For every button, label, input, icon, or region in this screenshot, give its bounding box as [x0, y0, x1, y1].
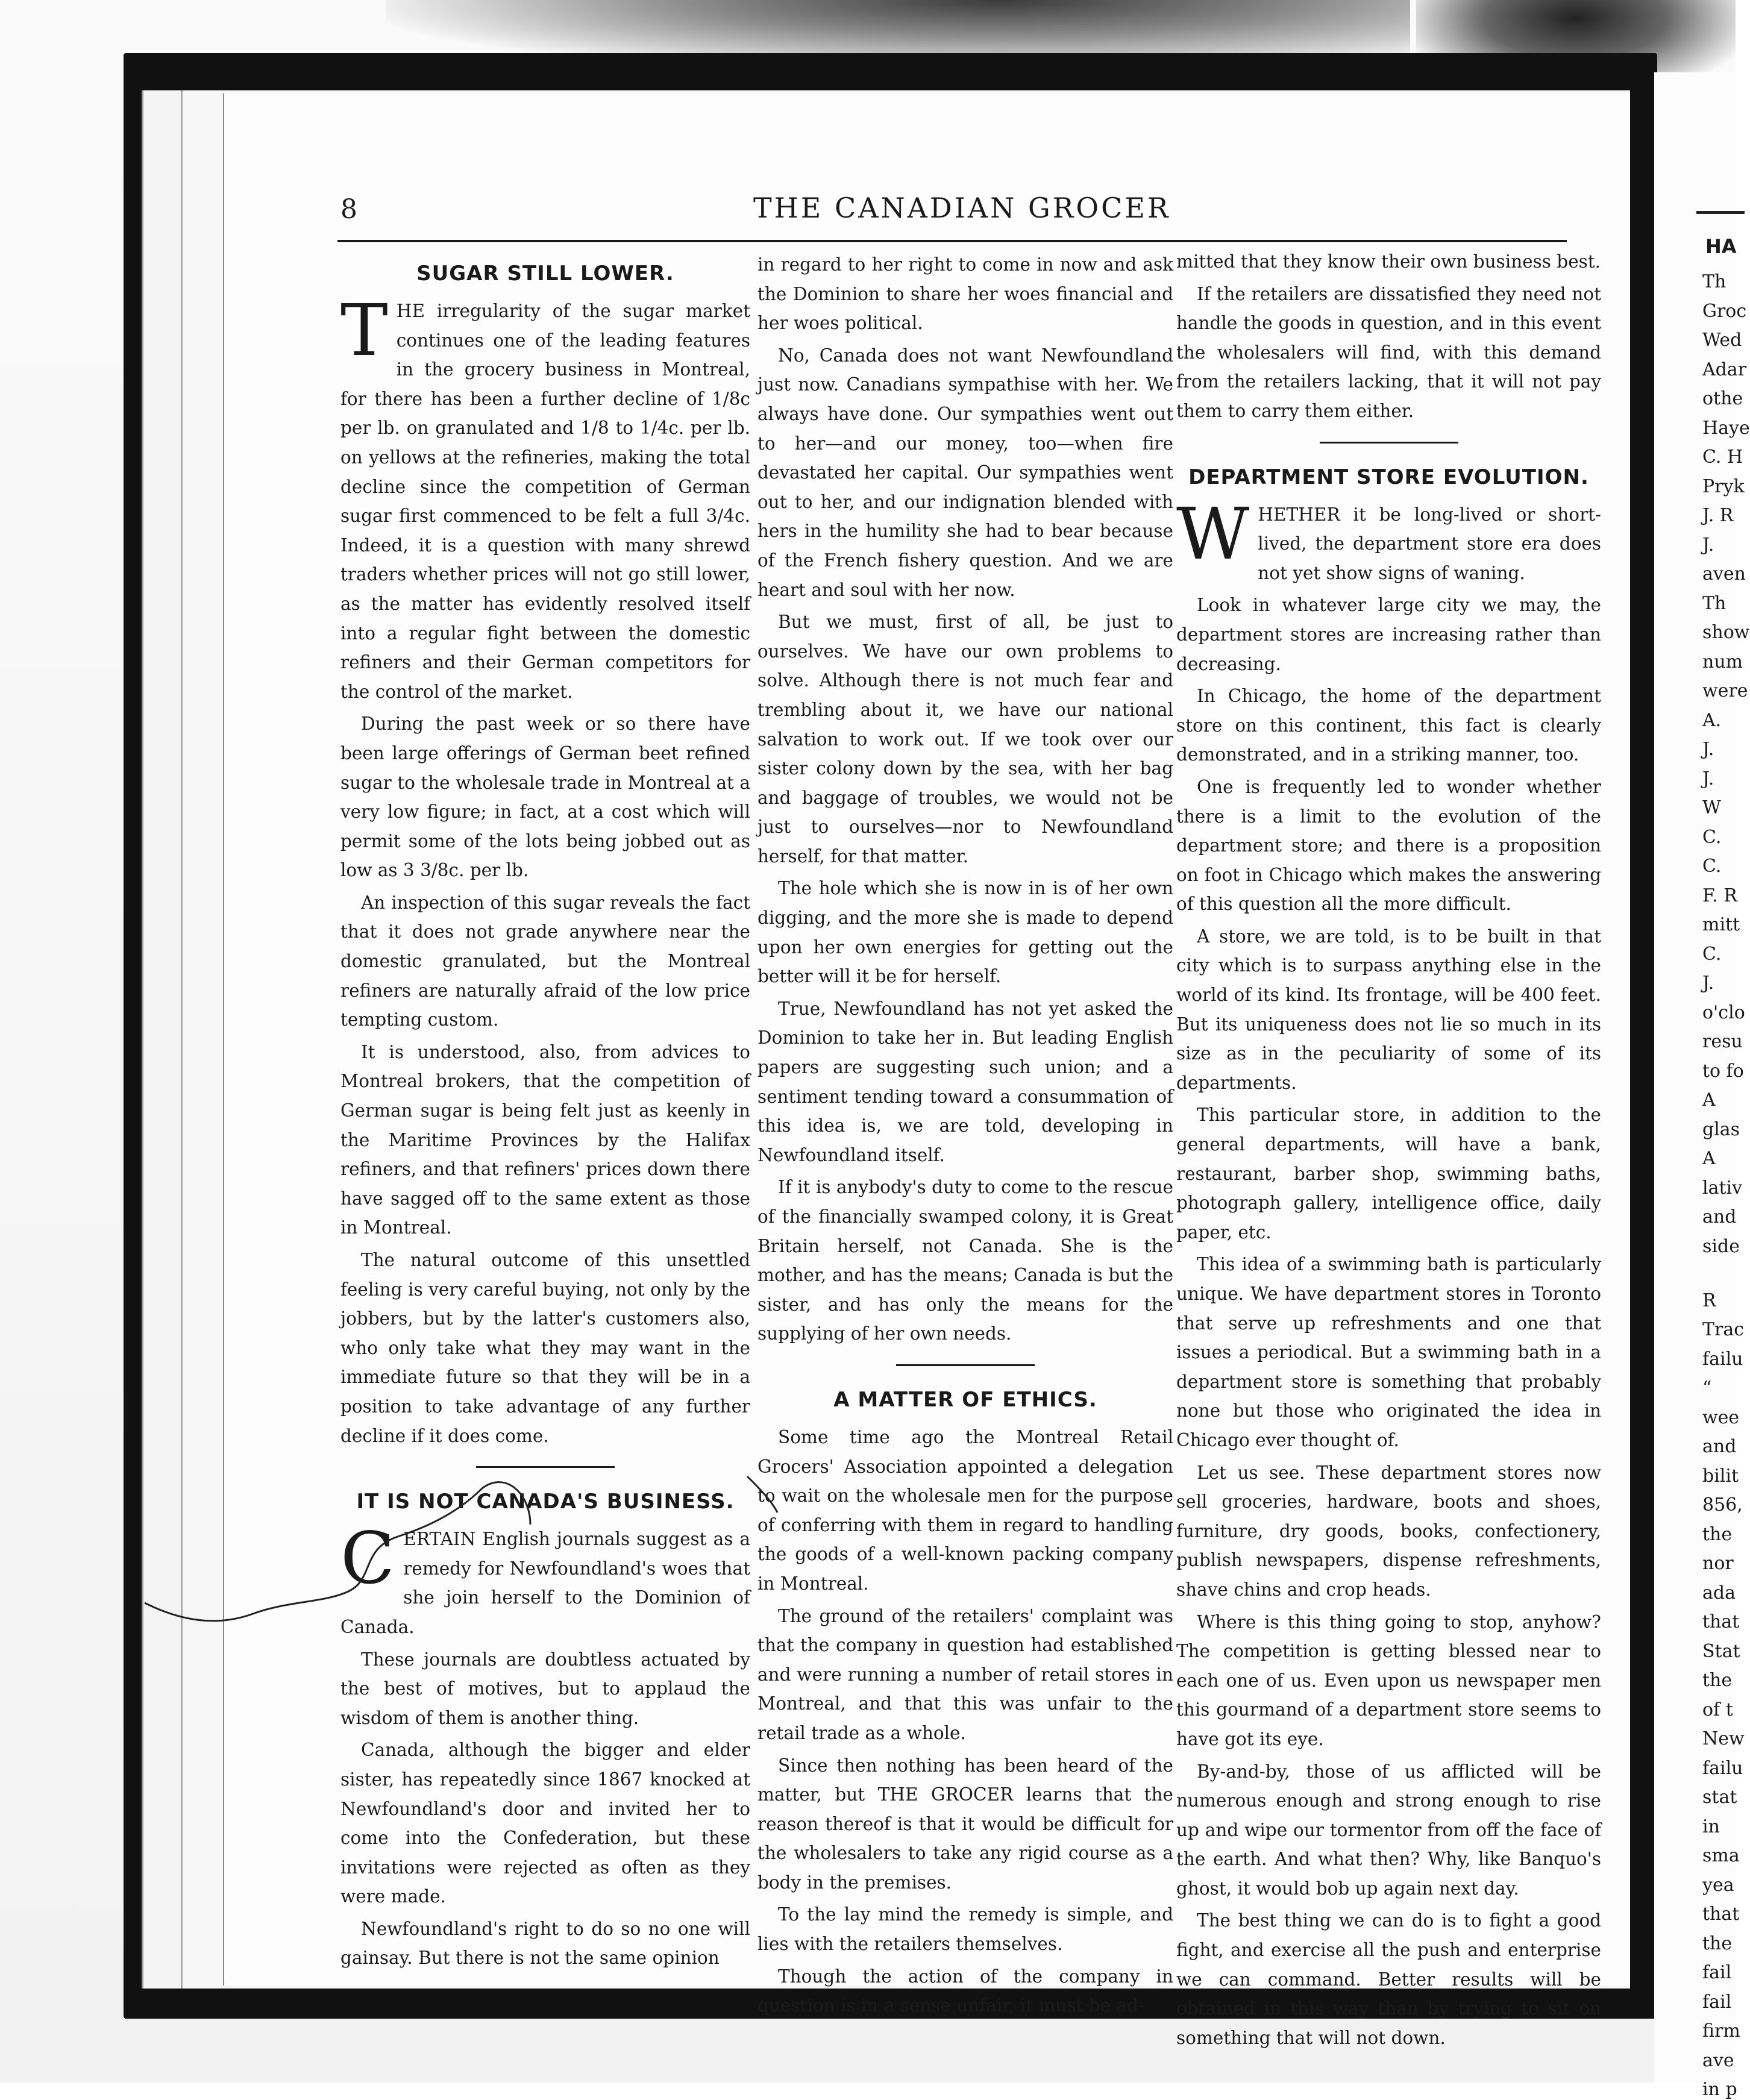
header-rule — [337, 240, 1567, 242]
adjacent-page-line: bilit — [1702, 1465, 1739, 1487]
article-title-department-store: DEPARTMENT STORE EVOLUTION. — [1188, 465, 1589, 489]
article-paragraph: During the past week or so there have been large offerings of German beet refined sugar to the wholesale trade in Montreal at a very low figure; in fact, at a cost which will permit some of the lots being jobbed out as low as 3 3/8c. per lb. — [340, 713, 750, 881]
adjacent-page-line: sma — [1702, 1845, 1740, 1866]
adjacent-page-line: Th — [1702, 271, 1726, 292]
adjacent-page-line: fail — [1702, 1962, 1732, 1983]
adjacent-page-line: Adar — [1702, 359, 1747, 380]
drop-cap: C — [340, 1517, 395, 1600]
adjacent-page-line: 856, — [1702, 1494, 1743, 1515]
article-paragraph: Though the action of the company in question is in a sense unfair, it must be ad- — [757, 1966, 1173, 2016]
adjacent-page-line: C. — [1702, 856, 1722, 877]
article-paragraph: These journals are doubtless actuated by the best of motives, but to applaud the wisdom of them is another thing. — [340, 1649, 750, 1728]
adjacent-page-line: J. — [1702, 768, 1714, 789]
article-paragraph: The best thing we can do is to fight a good fight, and exercise all the push and enterprise we can command. Better results will be obtained in this way than by trying to sit on something that will not down. — [1176, 1910, 1601, 2048]
adjacent-page-line: num — [1702, 651, 1743, 672]
adjacent-page-line: A — [1702, 1089, 1716, 1111]
adjacent-page-line: othe — [1702, 388, 1743, 409]
adjacent-page-line: failu — [1702, 1348, 1743, 1370]
adjacent-page-line: o'clo — [1702, 1001, 1745, 1023]
adjacent-page-line: glas — [1702, 1118, 1740, 1140]
adjacent-page-line: ave — [1702, 2049, 1734, 2071]
drop-cap: T — [340, 289, 388, 372]
article-paragraph: This particular store, in addition to the general departments, will have a bank, restaurant, barber shop, swimming baths, photograph gallery, intelligence office, daily paper, etc. — [1176, 1105, 1601, 1243]
adjacent-page-line: mitt — [1702, 914, 1740, 935]
adjacent-page-line: Stat — [1702, 1640, 1740, 1662]
adjacent-page-line: Trac — [1702, 1319, 1745, 1340]
adjacent-page-line: stat — [1702, 1787, 1737, 1808]
adjacent-page-line: in — [1702, 1816, 1720, 1837]
adjacent-page-line: fail — [1702, 1991, 1732, 2013]
article-paragraph: THE irregularity of the sugar market continues one of the leading features in the grocery business in Montreal, for there has been a further decline of 1/8c per lb. on granulated and 1/8 to 1/4c. per lb. on yellows at the refineries, making the total decline since the competition of German sugar first commenced to be felt a full 3/4c. Indeed, it is a question with many shrewd traders whether prices will not go still lower, as the matter has evidently resolved itself into a regular fight between the domestic refiners and their German competitors for the control of the market. — [340, 289, 750, 702]
adjacent-page-line: firm — [1702, 2020, 1740, 2042]
article-paragraph: True, Newfoundland has not yet asked the Dominion to take her in. But leading English papers are suggesting such union; and a sentiment tending toward a consummation of this idea is, we are told, developing in Newfoundland itself. — [757, 998, 1173, 1165]
adjacent-page-line: ada — [1702, 1582, 1736, 1603]
section-divider — [896, 1364, 1035, 1366]
adjacent-page-line: to fo — [1702, 1060, 1744, 1082]
adjacent-page-line: New — [1702, 1728, 1745, 1749]
article-paragraph: Look in whatever large city we may, the department stores are increasing rather than decreasing. — [1176, 595, 1601, 674]
adjacent-page-heading: HA — [1705, 235, 1737, 258]
adjacent-page-line: Groc — [1702, 300, 1747, 322]
article-paragraph: One is frequently led to wonder whether there is a limit to the evolution of the department store; and there is a proposition on foot in Chicago which makes the answering of this question all the more difficult. — [1176, 776, 1601, 915]
adjacent-page-line: “ — [1702, 1378, 1712, 1399]
adjacent-page-rule — [1696, 211, 1745, 214]
adjacent-page-line: and — [1702, 1436, 1737, 1457]
adjacent-page-line: W — [1702, 797, 1721, 818]
article-paragraph: Some time ago the Montreal Retail Grocers' Association appointed a delegation to wait on the wholesale men for the purpose of conferring with them in regard to handling the goods of a well-known packing company in Montreal. — [757, 1426, 1173, 1594]
article-paragraph: If the retailers are dissatisfied they need not handle the goods in question, and in this event the wholesalers will find, with this demand from the retailers lacking, that it will not pay them to carry them either. — [1176, 283, 1601, 421]
adjacent-page-fragment — [1654, 72, 1750, 2100]
adjacent-page-line: J. — [1702, 534, 1714, 556]
adjacent-page-line: nor — [1702, 1553, 1734, 1574]
article-title-sugar: SUGAR STILL LOWER. — [416, 262, 674, 286]
adjacent-page-line: J. — [1702, 973, 1714, 994]
section-divider — [1320, 442, 1458, 444]
article-paragraph: WHETHER it be long-lived or short-lived, the department store era does not yet show signs of waning. — [1176, 492, 1601, 583]
adjacent-page-line: C. — [1702, 826, 1722, 848]
adjacent-page-line: lativ — [1702, 1177, 1743, 1199]
column-1 — [340, 259, 750, 1976]
adjacent-page-line: J. R — [1702, 505, 1734, 526]
adjacent-page-line: Pryk — [1702, 475, 1745, 497]
adjacent-page-line: wee — [1702, 1406, 1740, 1428]
running-head: THE CANADIAN GROCER — [753, 192, 1171, 224]
article-paragraph: If it is anybody's duty to come to the rescue of the financially swamped colony, it is Great Britain herself, not Canada. She is the mother, and has the means; Canada is but the sister, and has only the means for the supplying of her own needs. — [757, 1177, 1173, 1344]
article-paragraph: An inspection of this sugar reveals the fact that it does not grade anywhere near the domestic granulated, but the Montreal refiners are naturally afraid of the low price tempting custom. — [340, 892, 750, 1030]
article-paragraph: It is understood, also, from advices to Montreal brokers, that the competition of German sugar is being felt just as keenly in the Maritime Provinces by the Halifax refiners, and that refiners' prices down there have sagged off to the same extent as those in Montreal. — [340, 1041, 750, 1238]
adjacent-page-line: C. — [1702, 943, 1722, 965]
article-paragraph: By-and-by, those of us afflicted will be numerous enough and strong enough to rise up and wipe our tormentor from off the face of the earth. And what then? Why, like Banquo's ghost, it would bob up again next day. — [1176, 1761, 1601, 1899]
adjacent-page-line: that — [1702, 1611, 1740, 1632]
article-paragraph: The ground of the retailers' complaint was that the company in question had established and were running a number of retail stores in Montreal, and that this was unfair to the retail trade as a whole. — [757, 1605, 1173, 1743]
adjacent-page-line: and — [1702, 1206, 1737, 1227]
adjacent-page-line: F. R — [1702, 885, 1737, 906]
adjacent-page-line: that — [1702, 1904, 1740, 1925]
adjacent-page-line: of t — [1702, 1699, 1733, 1720]
article-paragraph: In Chicago, the home of the department store on this continent, this fact is clearly demonstrated, and in a striking manner, too. — [1176, 686, 1601, 765]
adjacent-page-line: C. H — [1702, 447, 1743, 468]
article-paragraph: The natural outcome of this unsettled feeling is very careful buying, not only by the jobbers, but by the latter's customers also, who only take what they may want in the immediate future so that they will be in a position to take advantage of any further decline if it does come. — [340, 1250, 750, 1446]
adjacent-page-line: the — [1702, 1523, 1733, 1545]
article-paragraph: CERTAIN English journals suggest as a remedy for Newfoundland's woes that she join herself to the Dominion of Canada. — [340, 1517, 750, 1637]
section-divider — [476, 1466, 615, 1468]
adjacent-page-line: Wed — [1702, 330, 1742, 351]
article-paragraph: Newfoundland's right to do so no one will gainsay. But there is not the same opinion — [340, 1918, 750, 1969]
article-paragraph: Since then nothing has been heard of the matter, but THE GROCER learns that the reason thereof is that it would be difficult for the wholesalers to take any rigid course as a body in the premises. — [757, 1755, 1173, 1893]
adjacent-page-line: A — [1702, 1148, 1716, 1169]
adjacent-page-line: resu — [1702, 1031, 1743, 1052]
adjacent-page-line: the — [1702, 1670, 1733, 1691]
article-paragraph: in regard to her right to come in now and ask the Dominion to share her woes financial and her woes political. — [757, 254, 1173, 334]
adjacent-page-line: R — [1702, 1290, 1716, 1311]
drop-cap: W — [1176, 492, 1250, 575]
article-paragraph: A store, we are told, is to be built in that city which is to surpass anything else in the world of its kind. Its frontage, will be 400 feet. But its uniqueness does not lie so much in its size as in the peculiarity of some of its departments. — [1176, 926, 1601, 1093]
adjacent-page-line: failu — [1702, 1757, 1743, 1779]
adjacent-page-line: J. — [1702, 739, 1714, 760]
adjacent-page-line: yea — [1702, 1874, 1734, 1896]
article-paragraph: This idea of a swimming bath is particularly unique. We have department stores in Toronto that serve up refreshments and one that issues a periodical. But a swimming bath in a department store is something that probably none but those who originated the idea in Chicago ever thought of. — [1176, 1254, 1601, 1450]
adjacent-page-line: A. — [1702, 709, 1722, 731]
adjacent-page-line: side — [1702, 1235, 1740, 1257]
adjacent-page-line: show — [1702, 622, 1750, 643]
adjacent-page-line: the — [1702, 1932, 1733, 1954]
article-paragraph: The hole which she is now in is of her own digging, and the more she is made to depend upon her own energies for getting out the better will it be for herself. — [757, 878, 1173, 987]
adjacent-page-line: in p — [1702, 2079, 1737, 2100]
adjacent-page-line: were — [1702, 680, 1748, 701]
article-paragraph: Where is this thing going to stop, anyhow? The competition is getting blessed near to each one of us. Even upon us newspaper men this gourmand of a department store seems to have got its eye. — [1176, 1611, 1601, 1749]
article-title-canada-business: IT IS NOT CANADA'S BUSINESS. — [356, 1490, 735, 1514]
adjacent-page-line: Haye — [1702, 417, 1750, 439]
article-title-ethics: A MATTER OF ETHICS. — [833, 1387, 1097, 1412]
column-3 — [1176, 247, 1601, 2055]
article-paragraph: Let us see. These department stores now sell groceries, hardware, boots and shoes, furniture, dry goods, books, confectionery, publish newspapers, dispense refreshments, shave chins and crop heads. — [1176, 1462, 1601, 1600]
adjacent-page-line: Th — [1702, 592, 1726, 614]
article-paragraph: No, Canada does not want Newfoundland just now. Canadians sympathise with her. We always have done. Our sympathies went out to her—and our money, too—when fire devastated her capital. Our sympathies went out to her, and our indignation blended with hers in the humility she had to bear because of the French fishery question. And we are heart and soul with her now. — [757, 345, 1173, 600]
article-paragraph: To the lay mind the remedy is simple, and lies with the retailers themselves. — [757, 1904, 1173, 1955]
article-paragraph: But we must, first of all, be just to ourselves. We have our own problems to solve. Although there is not much fear and trembling about it, we have our national salvation to work out. If we took over our sister colony down by the sea, with her bag and baggage of troubles, we would not be just to ourselves—nor to Newfoundland herself, for that matter. — [757, 612, 1173, 867]
column-2 — [757, 250, 1173, 2023]
article-paragraph: mitted that they know their own business best. — [1176, 251, 1601, 272]
article-paragraph: Canada, although the bigger and elder sister, has repeatedly since 1867 knocked at Newfoundland's door and invited her to come into the Confederation, but these invitations were rejected as often as they were made. — [340, 1740, 750, 1907]
page-number: 8 — [340, 194, 357, 225]
adjacent-page-line: aven — [1702, 563, 1746, 585]
